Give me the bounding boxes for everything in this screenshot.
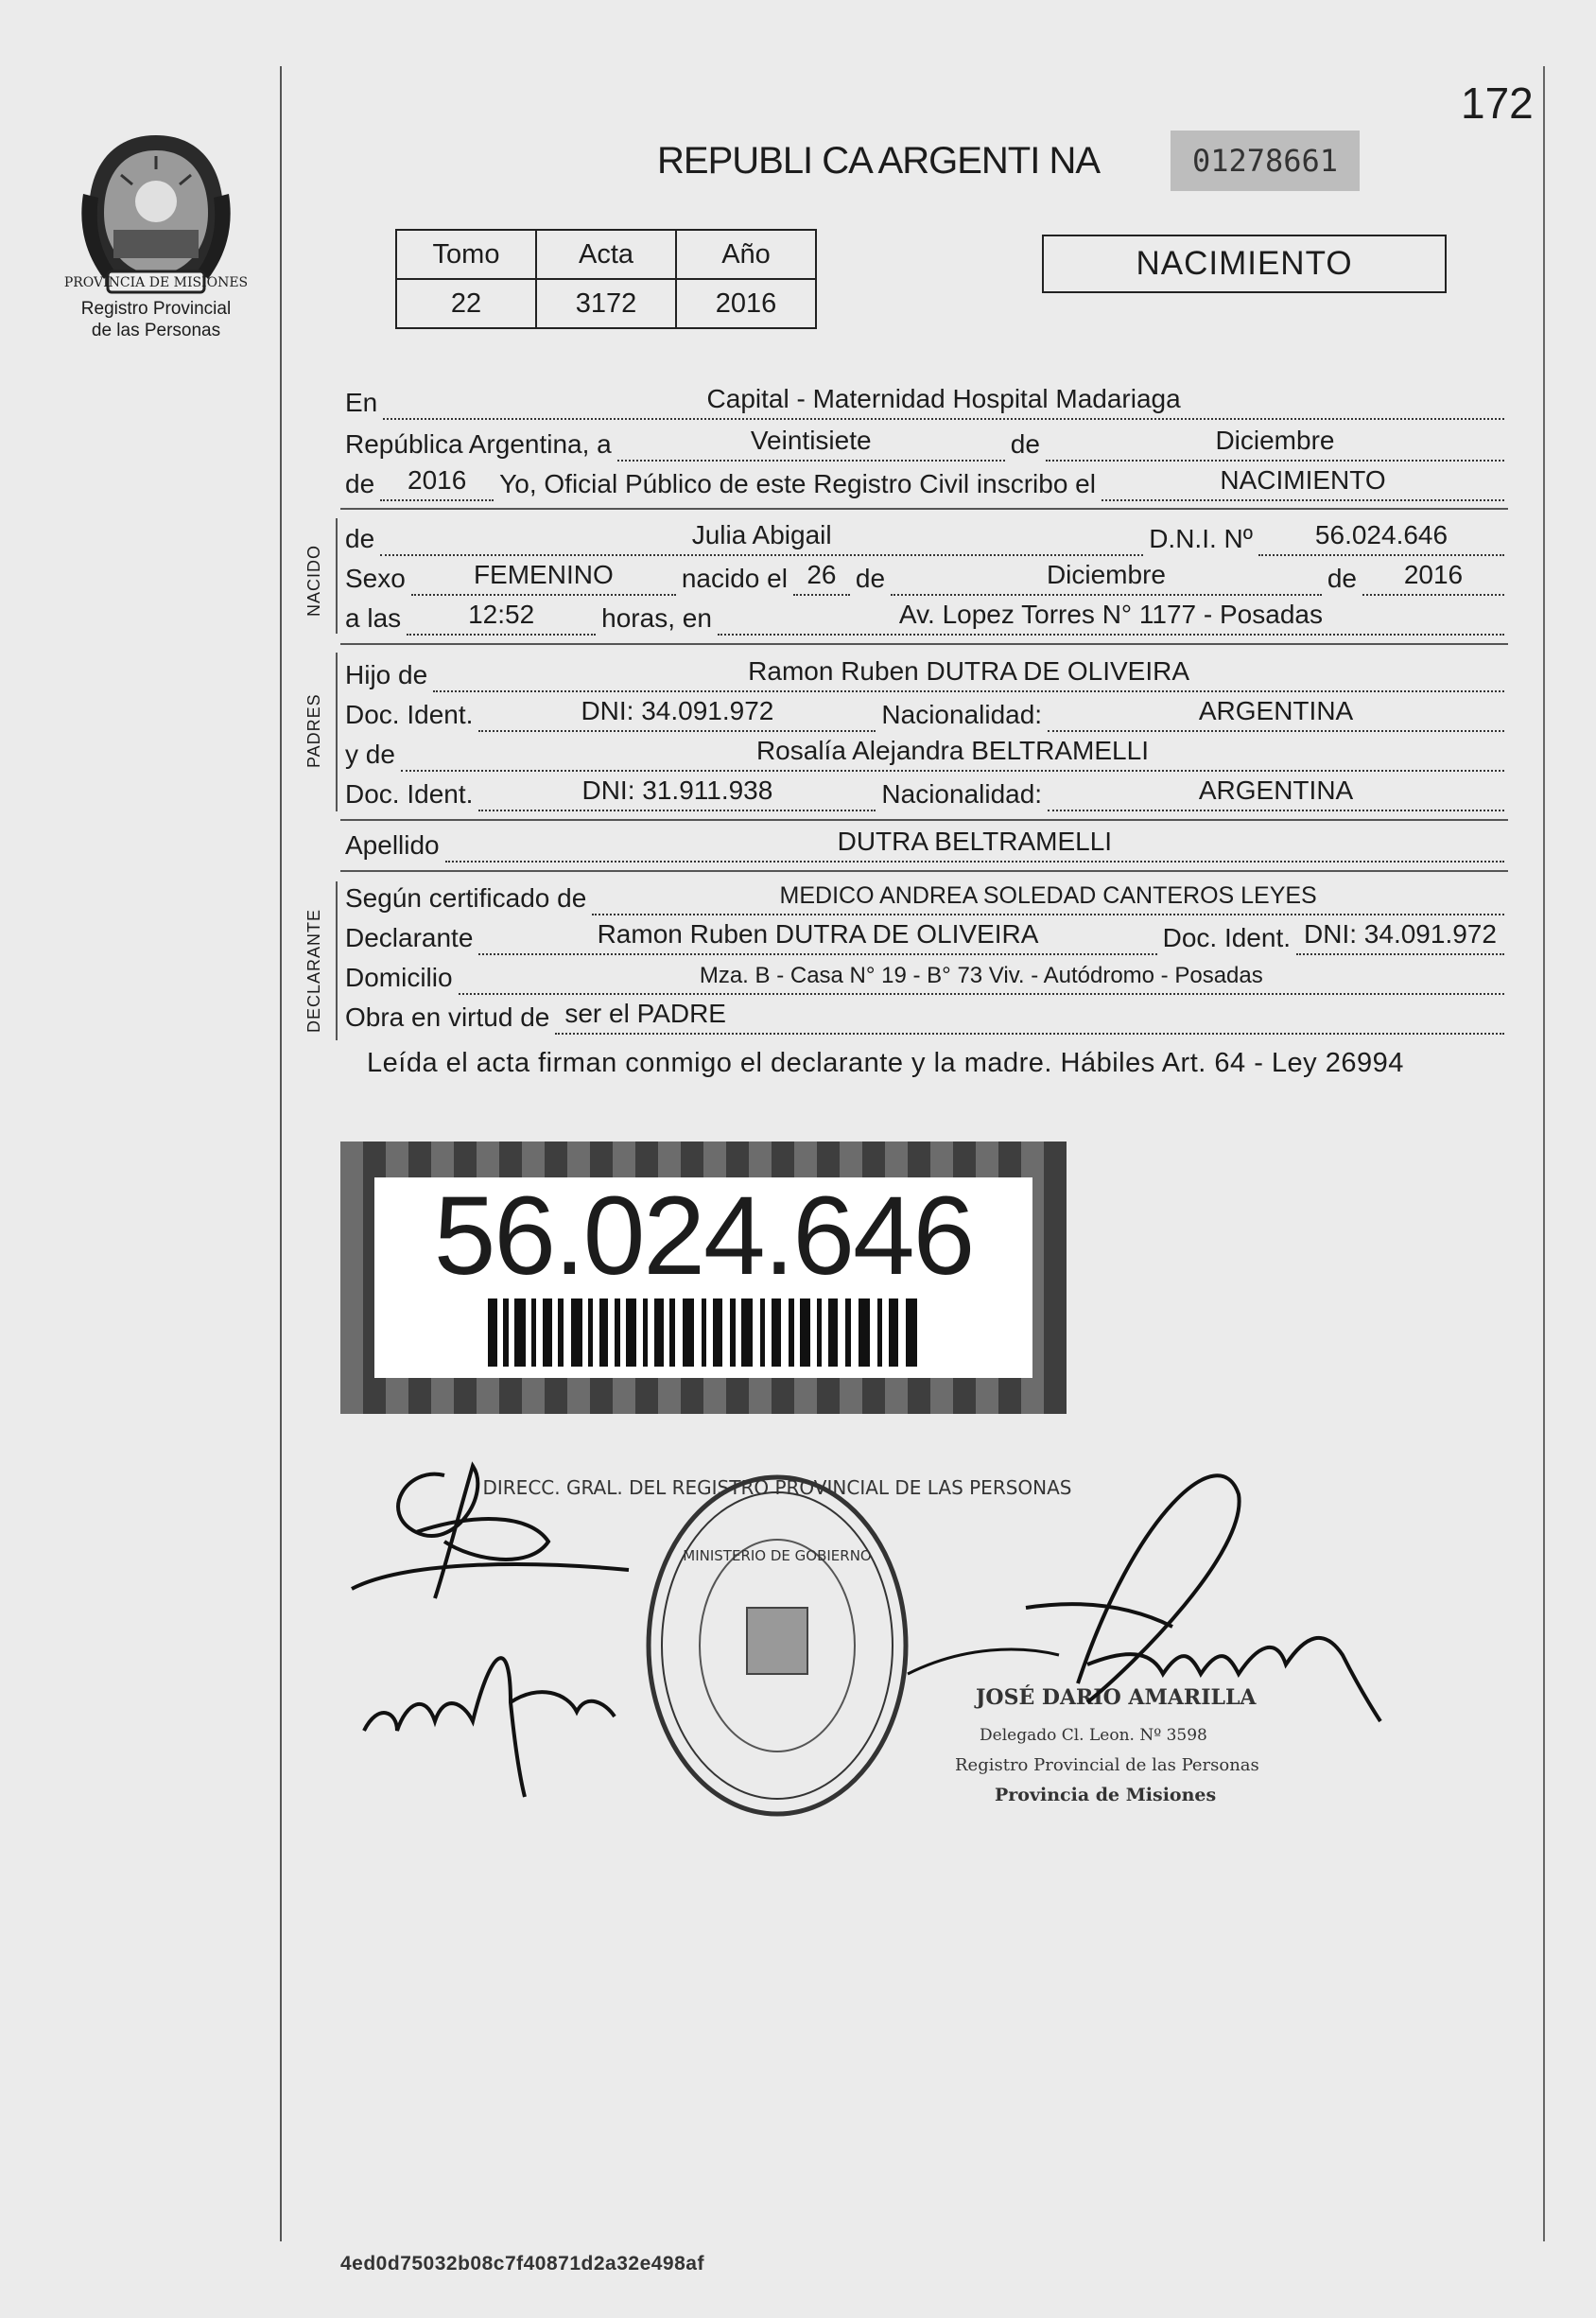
record-header-tomo: Tomo [396, 230, 536, 279]
record-value-tomo: 22 [396, 279, 536, 328]
oficial-text: Yo, Oficial Público de este Registro Civil inscribo el [499, 469, 1096, 498]
header-title: REPUBLI CA ARGENTI NA [657, 140, 1101, 182]
record-value-acta: 3172 [536, 279, 676, 328]
mother-doc-label: Doc. Ident. [345, 779, 474, 809]
document-hash: 4ed0d75032b08c7f40871d2a32e498af [340, 2253, 704, 2274]
mother-doc: DNI: 31.911.938 [581, 776, 773, 805]
domicilio-label: Domicilio [345, 963, 453, 992]
page-number: 172 [1461, 78, 1534, 128]
logo-caption-line2: de las Personas [91, 321, 221, 340]
en-label: En [345, 388, 378, 417]
record-value-anio: 2016 [676, 279, 816, 328]
nacido-year: 2016 [1403, 560, 1464, 589]
horas-label: horas, en [601, 603, 712, 633]
nacido-month: Diciembre [1046, 560, 1166, 589]
official-stamp [955, 1684, 1259, 1805]
nacido-name: Julia Abigail [691, 520, 832, 549]
nacido-dni: 56.024.646 [1314, 520, 1449, 549]
republica-label: República Argentina, a [345, 429, 612, 459]
mother-nationality-label: Nacionalidad: [881, 779, 1043, 809]
record-header-acta: Acta [536, 230, 676, 279]
nacido-section-label: NACIDO [304, 544, 323, 617]
sexo-value: FEMENINO [473, 560, 614, 589]
nacido-dni-label: D.N.I. Nº [1149, 524, 1253, 553]
logo-caption-line1: Registro Provincial [80, 299, 232, 319]
declarante-label: Declarante [345, 923, 474, 952]
seal-inner-text: MINISTERIO DE GOBIERNO [683, 1547, 872, 1564]
day-value: Veintisiete [750, 426, 872, 455]
nacido-el-label: nacido el [681, 564, 788, 593]
padres-section-label: PADRES [304, 693, 323, 768]
father-name: Ramon Ruben DUTRA DE OLIVEIRA [748, 656, 1189, 686]
month-value: Diciembre [1215, 426, 1335, 455]
father-doc-label: Doc. Ident. [345, 700, 474, 729]
alas-label: a las [345, 603, 402, 633]
apellido-label: Apellido [345, 830, 440, 860]
apellido-value: DUTRA BELTRAMELLI [837, 827, 1113, 856]
official-name: JOSÉ DARIO AMARILLA [976, 1685, 1257, 1710]
nacido-place: Av. Lopez Torres N° 1177 - Posadas [898, 600, 1323, 629]
year-prefix: de [345, 469, 375, 498]
nacido-day: 26 [807, 560, 837, 589]
serial-number: 01278661 [1171, 131, 1360, 191]
yde-label: y de [345, 740, 395, 769]
nacido-de-label: de [345, 524, 375, 553]
dni-sticker-number: 56.024.646 [433, 1174, 974, 1298]
nacido-de-label3: de [1327, 564, 1357, 593]
nacido-time: 12:52 [468, 600, 535, 629]
declarante-doc-label: Doc. Ident. [1162, 923, 1291, 952]
mother-name: Rosalía Alejandra BELTRAMELLI [755, 736, 1149, 765]
certificado-value: MEDICO ANDREA SOLEDAD CANTEROS LEYES [779, 882, 1317, 909]
svg-text:PROVINCIA DE MISIONES: PROVINCIA DE MISIONES [63, 275, 249, 290]
seal-outer-text: DIRECC. GRAL. DEL REGISTRO PROVINCIAL DE LAS PERSONAS [482, 1476, 1072, 1499]
official-line2: Delegado Cl. Leon. Nº 3598 [980, 1726, 1207, 1745]
record-type-box: NACIMIENTO [1042, 235, 1447, 293]
father-nationality: ARGENTINA [1198, 696, 1354, 725]
father-nationality-label: Nacionalidad: [881, 700, 1043, 729]
father-doc: DNI: 34.091.972 [581, 696, 774, 725]
mother-signature [364, 1658, 615, 1797]
official-line4: Provincia de Misiones [995, 1785, 1217, 1805]
declarante-doc: DNI: 34.091.972 [1304, 919, 1497, 949]
en-value: Capital - Maternidad Hospital Madariaga [706, 384, 1181, 413]
official-line3: Registro Provincial de las Personas [955, 1755, 1259, 1775]
sexo-label: Sexo [345, 564, 406, 593]
declarante-value: Ramon Ruben DUTRA DE OLIVEIRA [597, 919, 1039, 949]
declarante-section-label: DECLARANTE [304, 908, 323, 1033]
obra-value: ser el PADRE [564, 999, 726, 1028]
de-label: de [1010, 429, 1040, 459]
certificado-label: Según certificado de [345, 883, 587, 913]
record-header-anio: Año [676, 230, 816, 279]
obra-label: Obra en virtud de [345, 1002, 550, 1032]
inscribe-value: NACIMIENTO [1220, 465, 1386, 495]
nacido-de-label2: de [855, 564, 886, 593]
hijo-label: Hijo de [345, 660, 428, 689]
year-value: 2016 [408, 465, 467, 495]
mother-nationality: ARGENTINA [1198, 776, 1354, 805]
domicilio-value: Mza. B - Casa N° 19 - B° 73 Viv. - Autódromo - Posadas [699, 963, 1263, 988]
closing-note: Leída el acta firman conmigo el declarante y la madre. Hábiles Art. 64 - Ley 26994 [367, 1048, 1404, 1078]
